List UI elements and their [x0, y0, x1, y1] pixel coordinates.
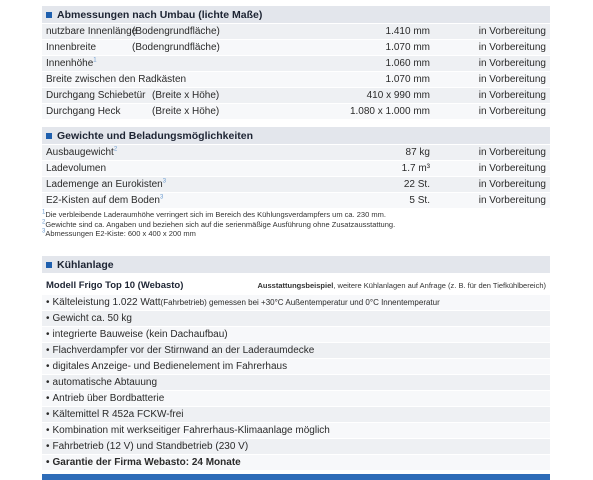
footnote-text: Die verbleibende Laderaumhöhe verringert sich im Bereich des Kühlungsverdampfers um ca. 230 mm.	[45, 210, 386, 219]
list-item-text: Kältemittel R 452a FCKW-frei	[52, 409, 184, 420]
footnote-number: 3	[42, 228, 46, 235]
list-item-text: Kombination mit werkseitiger Fahrerhaus-Klimaanlage möglich	[52, 425, 330, 436]
row-status: in Vorbereitung	[478, 26, 546, 37]
row-status: in Vorbereitung	[478, 147, 546, 158]
list-item-text: Gewicht ca. 50 kg	[52, 313, 132, 324]
row-label: Ausbaugewicht	[46, 147, 114, 158]
footnote-ref: 3	[162, 178, 167, 185]
row-label: Innenbreite	[46, 42, 97, 53]
row-value: 410 x 990 mm	[366, 90, 430, 101]
row-value: 1.7 m³	[401, 163, 430, 174]
row-sublabel: (Bodengrundfläche)	[132, 42, 220, 53]
row-label-cell	[42, 179, 288, 190]
table-row	[42, 40, 550, 56]
footnote-ref: 3	[159, 194, 164, 201]
model-note	[258, 281, 551, 290]
bullet-icon: •	[46, 329, 50, 340]
list-item	[42, 455, 550, 471]
footnote-text: Gewichte sind ca. Angaben und beziehen sich auf die serienmäßige Ausführung ohne Zusatzausstattung.	[45, 219, 396, 229]
section-marker-icon	[46, 133, 52, 139]
footnote-number: 2	[42, 219, 46, 225]
row-status: in Vorbereitung	[478, 58, 546, 69]
table-row	[42, 193, 550, 209]
row-sublabel: (Breite x Höhe)	[152, 90, 220, 101]
row-label-cell	[42, 74, 288, 85]
bullet-icon: •	[46, 457, 50, 468]
footnotes	[42, 210, 395, 239]
row-status: in Vorbereitung	[478, 106, 546, 117]
row-label: Breite zwischen den Radkästen	[46, 74, 187, 85]
row-label-cell	[42, 42, 288, 53]
list-item-text: integrierte Bauweise (kein Dachaufbau)	[52, 329, 228, 340]
weights-table	[42, 145, 550, 209]
footnote-ref: 2	[113, 146, 118, 153]
row-value: 87 kg	[405, 147, 430, 158]
list-item	[42, 295, 550, 311]
table-row	[42, 161, 550, 177]
list-item-text: Fahrbetrieb (12 V) und Standbetrieb (230 V)	[52, 441, 249, 452]
dimensions-table	[42, 24, 550, 120]
section-header-dimensions	[42, 6, 550, 23]
row-label-cell	[42, 195, 288, 206]
section-marker-icon	[46, 12, 52, 18]
model-title: Modell Frigo Top 10 (Webasto)	[46, 280, 184, 291]
row-status: in Vorbereitung	[478, 195, 546, 206]
row-label-cell	[42, 90, 288, 101]
list-item-text: Kälteleistung 1.022 Watt	[52, 297, 161, 308]
section-marker-icon	[46, 262, 52, 268]
section-title: Abmessungen nach Umbau (lichte Maße)	[57, 8, 263, 21]
footnote-ref: 1	[93, 57, 97, 64]
bullet-icon: •	[46, 393, 50, 404]
model-note-bold: Ausstattungsbeispiel	[257, 281, 334, 290]
footnote-text: Abmessungen E2-Kiste: 600 x 400 x 200 mm	[45, 229, 196, 238]
table-row	[42, 24, 550, 40]
row-value: 1.060 mm	[385, 58, 430, 69]
list-item-text: digitales Anzeige- und Bedienelement im Fahrerhaus	[52, 361, 288, 372]
row-sublabel: (Bodengrundfläche)	[132, 26, 220, 37]
row-status: in Vorbereitung	[478, 90, 546, 101]
bullet-icon: •	[46, 441, 50, 452]
list-item	[42, 439, 550, 455]
section-header-cooling	[42, 256, 550, 273]
bullet-icon: •	[46, 313, 50, 324]
section-header-weights	[42, 127, 550, 144]
row-value: 1.410 mm	[385, 26, 430, 37]
row-label: Lademenge an Eurokisten	[46, 179, 163, 190]
table-row	[42, 56, 550, 72]
row-value: 1.070 mm	[385, 74, 430, 85]
row-label-cell	[42, 26, 288, 37]
row-status: in Vorbereitung	[478, 42, 546, 53]
bullet-icon: •	[46, 345, 50, 356]
row-label-cell	[42, 147, 288, 158]
row-label: Durchgang Schiebetür	[46, 90, 146, 101]
list-item-text: Antrieb über Bordbatterie	[52, 393, 165, 404]
row-label: Ladevolumen	[46, 163, 107, 174]
list-item	[42, 343, 550, 359]
bullet-icon: •	[46, 377, 50, 388]
table-row	[42, 72, 550, 88]
row-label-cell	[42, 106, 288, 117]
table-row	[42, 104, 550, 120]
row-label: Innenhöhe	[46, 58, 94, 69]
list-item	[42, 327, 550, 343]
list-item	[42, 423, 550, 439]
row-sublabel: (Breite x Höhe)	[152, 106, 220, 117]
row-label-cell	[42, 58, 288, 69]
list-item-text: Flachverdampfer vor der Stirnwand an der Laderaumdecke	[52, 345, 315, 356]
table-row	[42, 177, 550, 193]
bullet-icon: •	[46, 297, 50, 308]
row-value: 1.080 x 1.000 mm	[349, 106, 430, 117]
row-label: nutzbare Innenlänge	[46, 26, 138, 37]
list-item-detail: (Fahrbetrieb) gemessen bei +30°C Außentemperatur und 0°C Innentemperatur	[160, 298, 440, 307]
row-label-cell	[42, 163, 288, 174]
section-title: Gewichte und Beladungsmöglichkeiten	[57, 129, 254, 142]
section-title: Kühlanlage	[57, 258, 114, 271]
list-item-text: automatische Abtauung	[52, 377, 158, 388]
cooling-feature-list	[42, 295, 550, 471]
table-row	[42, 88, 550, 104]
row-status: in Vorbereitung	[478, 74, 546, 85]
bullet-icon: •	[46, 361, 50, 372]
list-item-text: Garantie der Firma Webasto: 24 Monate	[52, 457, 241, 468]
row-status: in Vorbereitung	[478, 179, 546, 190]
list-item	[42, 391, 550, 407]
list-item	[42, 375, 550, 391]
row-label: E2-Kisten auf dem Boden	[46, 195, 160, 206]
footnote	[42, 210, 395, 220]
bullet-icon: •	[46, 425, 50, 436]
list-item	[42, 359, 550, 375]
row-value: 1.070 mm	[385, 42, 430, 53]
model-row	[42, 278, 550, 293]
model-note-text: , weitere Kühlanlagen auf Anfrage (z. B. für den Tiefkühlbereich)	[333, 281, 546, 290]
list-item	[42, 311, 550, 327]
row-value: 22 St.	[403, 179, 430, 190]
footnote-number: 1	[42, 209, 46, 216]
row-label: Durchgang Heck	[46, 106, 121, 117]
bottom-accent-bar	[42, 474, 550, 480]
list-item	[42, 407, 550, 423]
row-status: in Vorbereitung	[478, 163, 546, 174]
table-row	[42, 145, 550, 161]
footnote	[42, 220, 395, 230]
footnote	[42, 229, 395, 239]
bullet-icon: •	[46, 409, 50, 420]
row-value: 5 St.	[409, 195, 430, 206]
